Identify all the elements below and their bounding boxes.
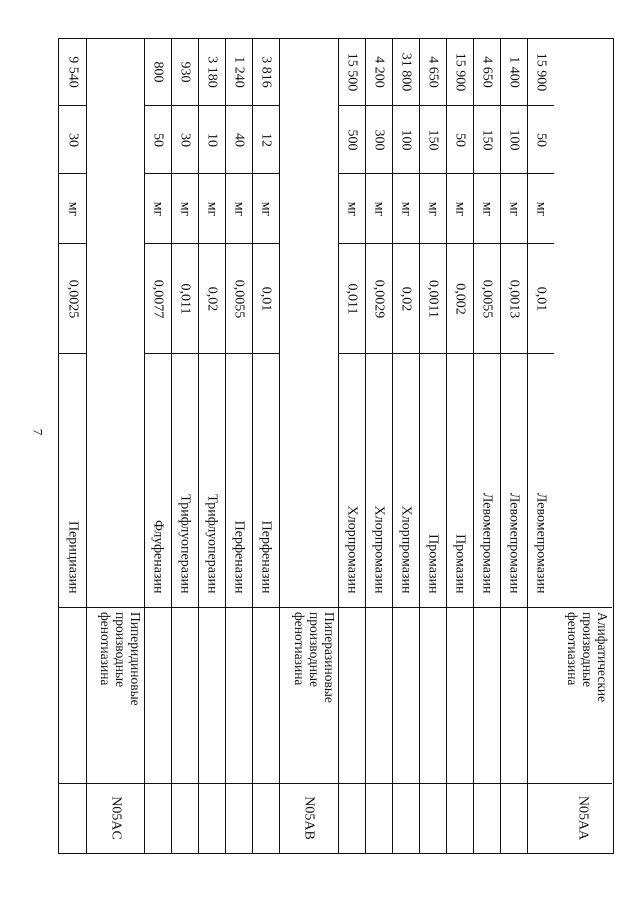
cell-unit-text: мг bbox=[371, 201, 387, 216]
cell-dose-text: 300 bbox=[371, 129, 387, 150]
cell-ddd bbox=[447, 243, 473, 353]
cell-group bbox=[226, 607, 252, 783]
table-row bbox=[144, 39, 171, 853]
cell-count-text: 3 180 bbox=[204, 56, 220, 88]
cell-code bbox=[253, 783, 279, 852]
cell-count-text: 9 540 bbox=[65, 56, 80, 88]
table-row bbox=[392, 39, 419, 853]
cell-name bbox=[528, 353, 554, 607]
cell-dose bbox=[226, 105, 252, 173]
cell-group bbox=[554, 607, 612, 783]
cell-dose-text: 100 bbox=[398, 129, 414, 150]
table-row bbox=[225, 39, 252, 853]
cell-unit-text: мг bbox=[452, 201, 468, 216]
cell-code bbox=[339, 783, 365, 852]
cell-unit bbox=[366, 173, 392, 243]
cell-unit bbox=[226, 173, 252, 243]
cell-ddd bbox=[393, 243, 419, 353]
cell-code bbox=[59, 783, 86, 852]
cell-name bbox=[501, 353, 527, 607]
cell-name bbox=[199, 353, 225, 607]
cell-dose bbox=[145, 105, 171, 173]
cell-dose-text: 50 bbox=[533, 132, 549, 147]
cell-name bbox=[474, 353, 500, 607]
cell-count-text: 15 900 bbox=[533, 52, 549, 92]
cell-code bbox=[501, 783, 527, 852]
cell-count-text: 1 400 bbox=[506, 56, 522, 88]
cell-group bbox=[528, 607, 554, 783]
cell-unit-text: мг bbox=[344, 201, 360, 216]
table-row bbox=[473, 39, 500, 853]
cell-dose bbox=[199, 105, 225, 173]
cell-unit bbox=[447, 173, 473, 243]
cell-group bbox=[172, 607, 198, 783]
cell-count bbox=[59, 39, 86, 105]
cell-group bbox=[145, 607, 171, 783]
cell-ddd bbox=[366, 243, 392, 353]
cell-ddd bbox=[87, 243, 144, 353]
cell-group bbox=[366, 607, 392, 783]
cell-dose bbox=[59, 105, 86, 173]
cell-dose bbox=[528, 105, 554, 173]
cell-ddd bbox=[226, 243, 252, 353]
cell-name-text: Промазин bbox=[425, 534, 441, 594]
cell-unit bbox=[554, 173, 612, 243]
cell-dose-text: 40 bbox=[231, 132, 247, 147]
table-row bbox=[554, 39, 612, 853]
cell-count bbox=[447, 39, 473, 105]
cell-unit bbox=[501, 173, 527, 243]
cell-unit bbox=[528, 173, 554, 243]
cell-count bbox=[280, 39, 337, 105]
cell-code bbox=[393, 783, 419, 852]
cell-code bbox=[420, 783, 446, 852]
cell-name bbox=[145, 353, 171, 607]
cell-dose bbox=[474, 105, 500, 173]
cell-unit bbox=[59, 173, 86, 243]
cell-dose bbox=[554, 105, 612, 173]
cell-ddd-text: 0,011 bbox=[344, 283, 360, 314]
cell-dose-text: 100 bbox=[506, 129, 522, 150]
cell-count bbox=[199, 39, 225, 105]
cell-count bbox=[339, 39, 365, 105]
cell-unit bbox=[253, 173, 279, 243]
cell-name bbox=[554, 353, 612, 607]
cell-unit bbox=[393, 173, 419, 243]
cell-ddd-text: 0,02 bbox=[204, 286, 220, 311]
cell-name bbox=[226, 353, 252, 607]
cell-count bbox=[366, 39, 392, 105]
cell-ddd bbox=[420, 243, 446, 353]
cell-code bbox=[528, 783, 554, 852]
cell-count bbox=[501, 39, 527, 105]
cell-name-text: Перфеназин bbox=[231, 520, 247, 594]
cell-name-text: Хлорпромазин bbox=[344, 505, 360, 594]
cell-unit-text: мг bbox=[479, 201, 495, 216]
cell-count bbox=[474, 39, 500, 105]
cell-name bbox=[253, 353, 279, 607]
cell-dose bbox=[366, 105, 392, 173]
cell-code bbox=[199, 783, 225, 852]
table-row bbox=[500, 39, 527, 853]
cell-code bbox=[554, 783, 612, 852]
cell-dose bbox=[172, 105, 198, 173]
cell-code bbox=[226, 783, 252, 852]
cell-dose bbox=[280, 105, 337, 173]
cell-ddd-text: 0,0025 bbox=[65, 279, 80, 318]
cell-dose bbox=[501, 105, 527, 173]
cell-dose-text: 50 bbox=[150, 132, 166, 147]
cell-count bbox=[172, 39, 198, 105]
cell-group-text: Пиперазиновые производные фенотиазина bbox=[291, 612, 337, 703]
cell-count bbox=[226, 39, 252, 105]
cell-count-text: 15 500 bbox=[344, 52, 360, 92]
cell-code bbox=[145, 783, 171, 852]
cell-code bbox=[172, 783, 198, 852]
cell-name-text: Левомепромазин bbox=[479, 492, 495, 594]
cell-unit bbox=[145, 173, 171, 243]
cell-unit bbox=[420, 173, 446, 243]
cell-name-text: Трифлуоперазин bbox=[204, 494, 220, 594]
cell-code bbox=[366, 783, 392, 852]
cell-group bbox=[474, 607, 500, 783]
cell-name bbox=[59, 353, 86, 607]
cell-name bbox=[339, 353, 365, 607]
table-row bbox=[198, 39, 225, 853]
cell-code bbox=[474, 783, 500, 852]
cell-name-text: Флуфеназин bbox=[150, 519, 166, 594]
cell-unit bbox=[339, 173, 365, 243]
cell-unit-text: мг bbox=[258, 201, 274, 216]
cell-ddd-text: 0,0013 bbox=[506, 279, 522, 318]
cell-code bbox=[280, 783, 337, 852]
cell-name-text: Левомепромазин bbox=[506, 492, 522, 594]
cell-unit bbox=[87, 173, 144, 243]
cell-unit-text: мг bbox=[231, 201, 247, 216]
table-row bbox=[365, 39, 392, 853]
cell-name bbox=[366, 353, 392, 607]
cell-unit bbox=[280, 173, 337, 243]
cell-name-text: Промазин bbox=[452, 534, 468, 594]
cell-code bbox=[447, 783, 473, 852]
cell-ddd-text: 0,01 bbox=[533, 286, 549, 311]
cell-group bbox=[59, 607, 86, 783]
cell-dose bbox=[447, 105, 473, 173]
cell-group-text: Алифатические производные фенотиазина bbox=[564, 612, 610, 703]
cell-dose bbox=[420, 105, 446, 173]
cell-name bbox=[87, 353, 144, 607]
cell-group bbox=[501, 607, 527, 783]
cell-group bbox=[339, 607, 365, 783]
table-row bbox=[86, 39, 144, 853]
cell-name-text: Перициазин bbox=[65, 520, 80, 594]
table-row bbox=[59, 39, 86, 853]
cell-count bbox=[420, 39, 446, 105]
cell-ddd-text: 0,0077 bbox=[150, 279, 166, 318]
cell-dose bbox=[253, 105, 279, 173]
drug-table bbox=[58, 38, 614, 854]
cell-group bbox=[87, 607, 144, 783]
cell-unit bbox=[172, 173, 198, 243]
cell-ddd-text: 0,01 bbox=[258, 286, 274, 311]
table-row bbox=[527, 39, 554, 853]
cell-dose-text: 30 bbox=[177, 132, 193, 147]
cell-unit bbox=[199, 173, 225, 243]
cell-name-text: Хлорпромазин bbox=[371, 505, 387, 594]
cell-unit-text: мг bbox=[425, 201, 441, 216]
cell-ddd bbox=[172, 243, 198, 353]
table-row bbox=[446, 39, 473, 853]
cell-group-text: Пиперидиновые производные фенотиазина bbox=[98, 612, 144, 706]
cell-name bbox=[393, 353, 419, 607]
cell-count bbox=[145, 39, 171, 105]
cell-count bbox=[393, 39, 419, 105]
cell-count-text: 4 200 bbox=[371, 56, 387, 88]
table-row bbox=[338, 39, 365, 853]
cell-count-text: 31 800 bbox=[398, 52, 414, 92]
cell-count bbox=[253, 39, 279, 105]
cell-ddd-text: 0,0055 bbox=[231, 279, 247, 318]
cell-dose-text: 500 bbox=[344, 129, 360, 150]
cell-count bbox=[87, 39, 144, 105]
cell-code-text: N05AC bbox=[108, 796, 124, 840]
cell-unit-text: мг bbox=[506, 201, 522, 216]
cell-unit bbox=[474, 173, 500, 243]
cell-ddd bbox=[59, 243, 86, 353]
cell-unit-text: мг bbox=[177, 201, 193, 216]
cell-count-text: 4 650 bbox=[479, 56, 495, 88]
cell-ddd bbox=[528, 243, 554, 353]
cell-ddd bbox=[501, 243, 527, 353]
cell-count-text: 15 900 bbox=[452, 52, 468, 92]
cell-name bbox=[280, 353, 337, 607]
cell-name bbox=[420, 353, 446, 607]
cell-dose bbox=[87, 105, 144, 173]
cell-group bbox=[253, 607, 279, 783]
cell-name-text: Перфеназин bbox=[258, 520, 274, 594]
cell-unit-text: мг bbox=[150, 201, 166, 216]
cell-unit-text: мг bbox=[398, 201, 414, 216]
cell-dose-text: 50 bbox=[452, 132, 468, 147]
cell-dose-text: 150 bbox=[479, 129, 495, 150]
cell-ddd-text: 0,0055 bbox=[479, 279, 495, 318]
cell-count bbox=[554, 39, 612, 105]
cell-unit-text: мг bbox=[65, 201, 80, 216]
cell-dose-text: 30 bbox=[65, 132, 80, 147]
cell-ddd bbox=[339, 243, 365, 353]
cell-ddd bbox=[145, 243, 171, 353]
cell-group bbox=[280, 607, 337, 783]
cell-count bbox=[528, 39, 554, 105]
cell-ddd-text: 0,002 bbox=[452, 282, 468, 315]
table-row bbox=[419, 39, 446, 853]
table-row bbox=[252, 39, 279, 853]
cell-count-text: 800 bbox=[150, 61, 166, 83]
cell-ddd-text: 0,0029 bbox=[371, 279, 387, 318]
cell-count-text: 930 bbox=[177, 61, 193, 83]
cell-unit-text: мг bbox=[204, 201, 220, 216]
cell-group bbox=[393, 607, 419, 783]
cell-name-text: Хлорпромазин bbox=[398, 505, 414, 594]
cell-dose bbox=[339, 105, 365, 173]
cell-unit-text: мг bbox=[533, 201, 549, 216]
cell-code-text: N05AA bbox=[575, 795, 591, 841]
cell-ddd bbox=[253, 243, 279, 353]
cell-ddd-text: 0,0011 bbox=[425, 279, 441, 318]
cell-ddd bbox=[474, 243, 500, 353]
cell-ddd-text: 0,011 bbox=[177, 283, 193, 314]
cell-ddd bbox=[554, 243, 612, 353]
page-number: 7 bbox=[30, 428, 46, 436]
cell-name bbox=[172, 353, 198, 607]
table-row bbox=[171, 39, 198, 853]
cell-count-text: 1 240 bbox=[231, 56, 247, 88]
cell-code-text: N05AB bbox=[301, 796, 317, 840]
cell-count-text: 3 816 bbox=[258, 56, 274, 88]
cell-name bbox=[447, 353, 473, 607]
cell-dose-text: 10 bbox=[204, 132, 220, 147]
cell-ddd bbox=[280, 243, 337, 353]
cell-code bbox=[87, 783, 144, 852]
cell-dose-text: 12 bbox=[258, 132, 274, 147]
cell-ddd-text: 0,02 bbox=[398, 286, 414, 311]
cell-count-text: 4 650 bbox=[425, 56, 441, 88]
cell-dose-text: 150 bbox=[425, 129, 441, 150]
cell-group bbox=[447, 607, 473, 783]
cell-name-text: Левомепромазин bbox=[533, 492, 549, 594]
cell-group bbox=[199, 607, 225, 783]
cell-ddd bbox=[199, 243, 225, 353]
cell-name-text: Трифлуоперазин bbox=[177, 494, 193, 594]
table-row bbox=[279, 39, 337, 853]
cell-group bbox=[420, 607, 446, 783]
cell-dose bbox=[393, 105, 419, 173]
